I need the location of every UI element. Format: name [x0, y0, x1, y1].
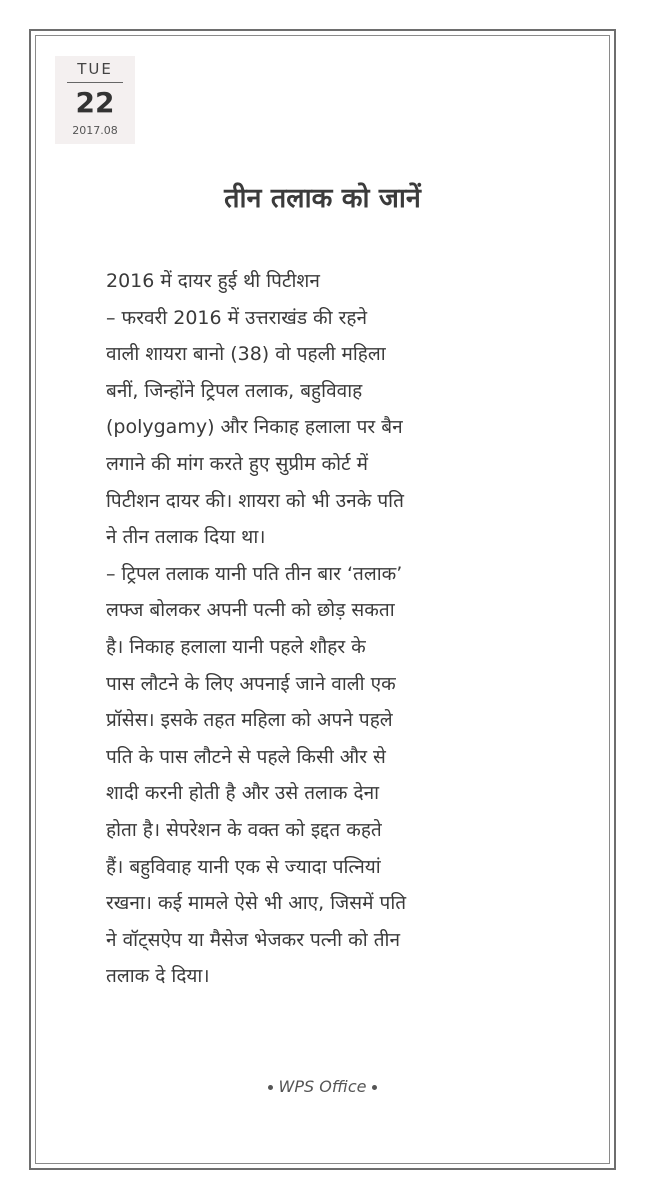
bullet-dot-icon	[268, 1085, 273, 1090]
footer-watermark	[60, 1077, 585, 1096]
date-divider	[67, 82, 123, 83]
bullet-dot-icon	[372, 1085, 377, 1090]
body-line: लगाने की मांग करते हुए सुप्रीम कोर्ट में	[106, 452, 368, 475]
body-line: – फरवरी 2016 में उत्तराखंड की रहने	[106, 306, 367, 329]
date-badge	[55, 56, 135, 144]
body-line: ने वॉट्सऐप या मैसेज भेजकर पत्नी को तीन	[106, 928, 400, 951]
body-line: होता है। सेपरेशन के वक्त को इद्दत कहते	[106, 818, 382, 841]
body-line: पिटीशन दायर की। शायरा को भी उनके पति	[106, 489, 404, 512]
body-line: 2016 में दायर हुई थी पिटीशन	[106, 270, 320, 292]
body-line: शादी करनी होती है और उसे तलाक देना	[106, 782, 380, 805]
body-line: वाली शायरा बानो (38) वो पहली महिला	[106, 343, 386, 366]
footer-brand: WPS Office	[278, 1077, 367, 1096]
body-line: बनीं, जिन्होंने ट्रिपल तलाक, बहुविवाह	[106, 379, 363, 402]
date-day: TUE	[77, 60, 113, 78]
body-line: है। निकाह हलाला यानी पहले शौहर के	[106, 635, 366, 658]
body-line: तलाक दे दिया।	[106, 965, 210, 988]
body-line: हैं। बहुविवाह यानी एक से ज्यादा पत्नियां	[106, 855, 381, 878]
body-line: रखना। कई मामले ऐसे भी आए, जिसमें पति	[106, 892, 407, 915]
page-title: तीन तलाक को जानें	[224, 183, 421, 214]
body-line: लफ्ज बोलकर अपनी पत्नी को छोड़ सकता	[106, 599, 395, 622]
date-number: 22	[75, 86, 115, 119]
article-body	[106, 263, 546, 995]
date-year-month: 2017.08	[72, 124, 118, 137]
body-line: – ट्रिपल तलाक यानी पति तीन बार ‘तलाक’	[106, 562, 403, 585]
body-line: प्रॉसेस। इसके तहत महिला को अपने पहले	[106, 709, 393, 732]
body-line: (polygamy) और निकाह हलाला पर बैन	[106, 416, 403, 439]
body-line: पति के पास लौटने से पहले किसी और से	[106, 745, 386, 768]
body-line: पास लौटने के लिए अपनाई जाने वाली एक	[106, 672, 396, 695]
body-line: ने तीन तलाक दिया था।	[106, 526, 266, 549]
